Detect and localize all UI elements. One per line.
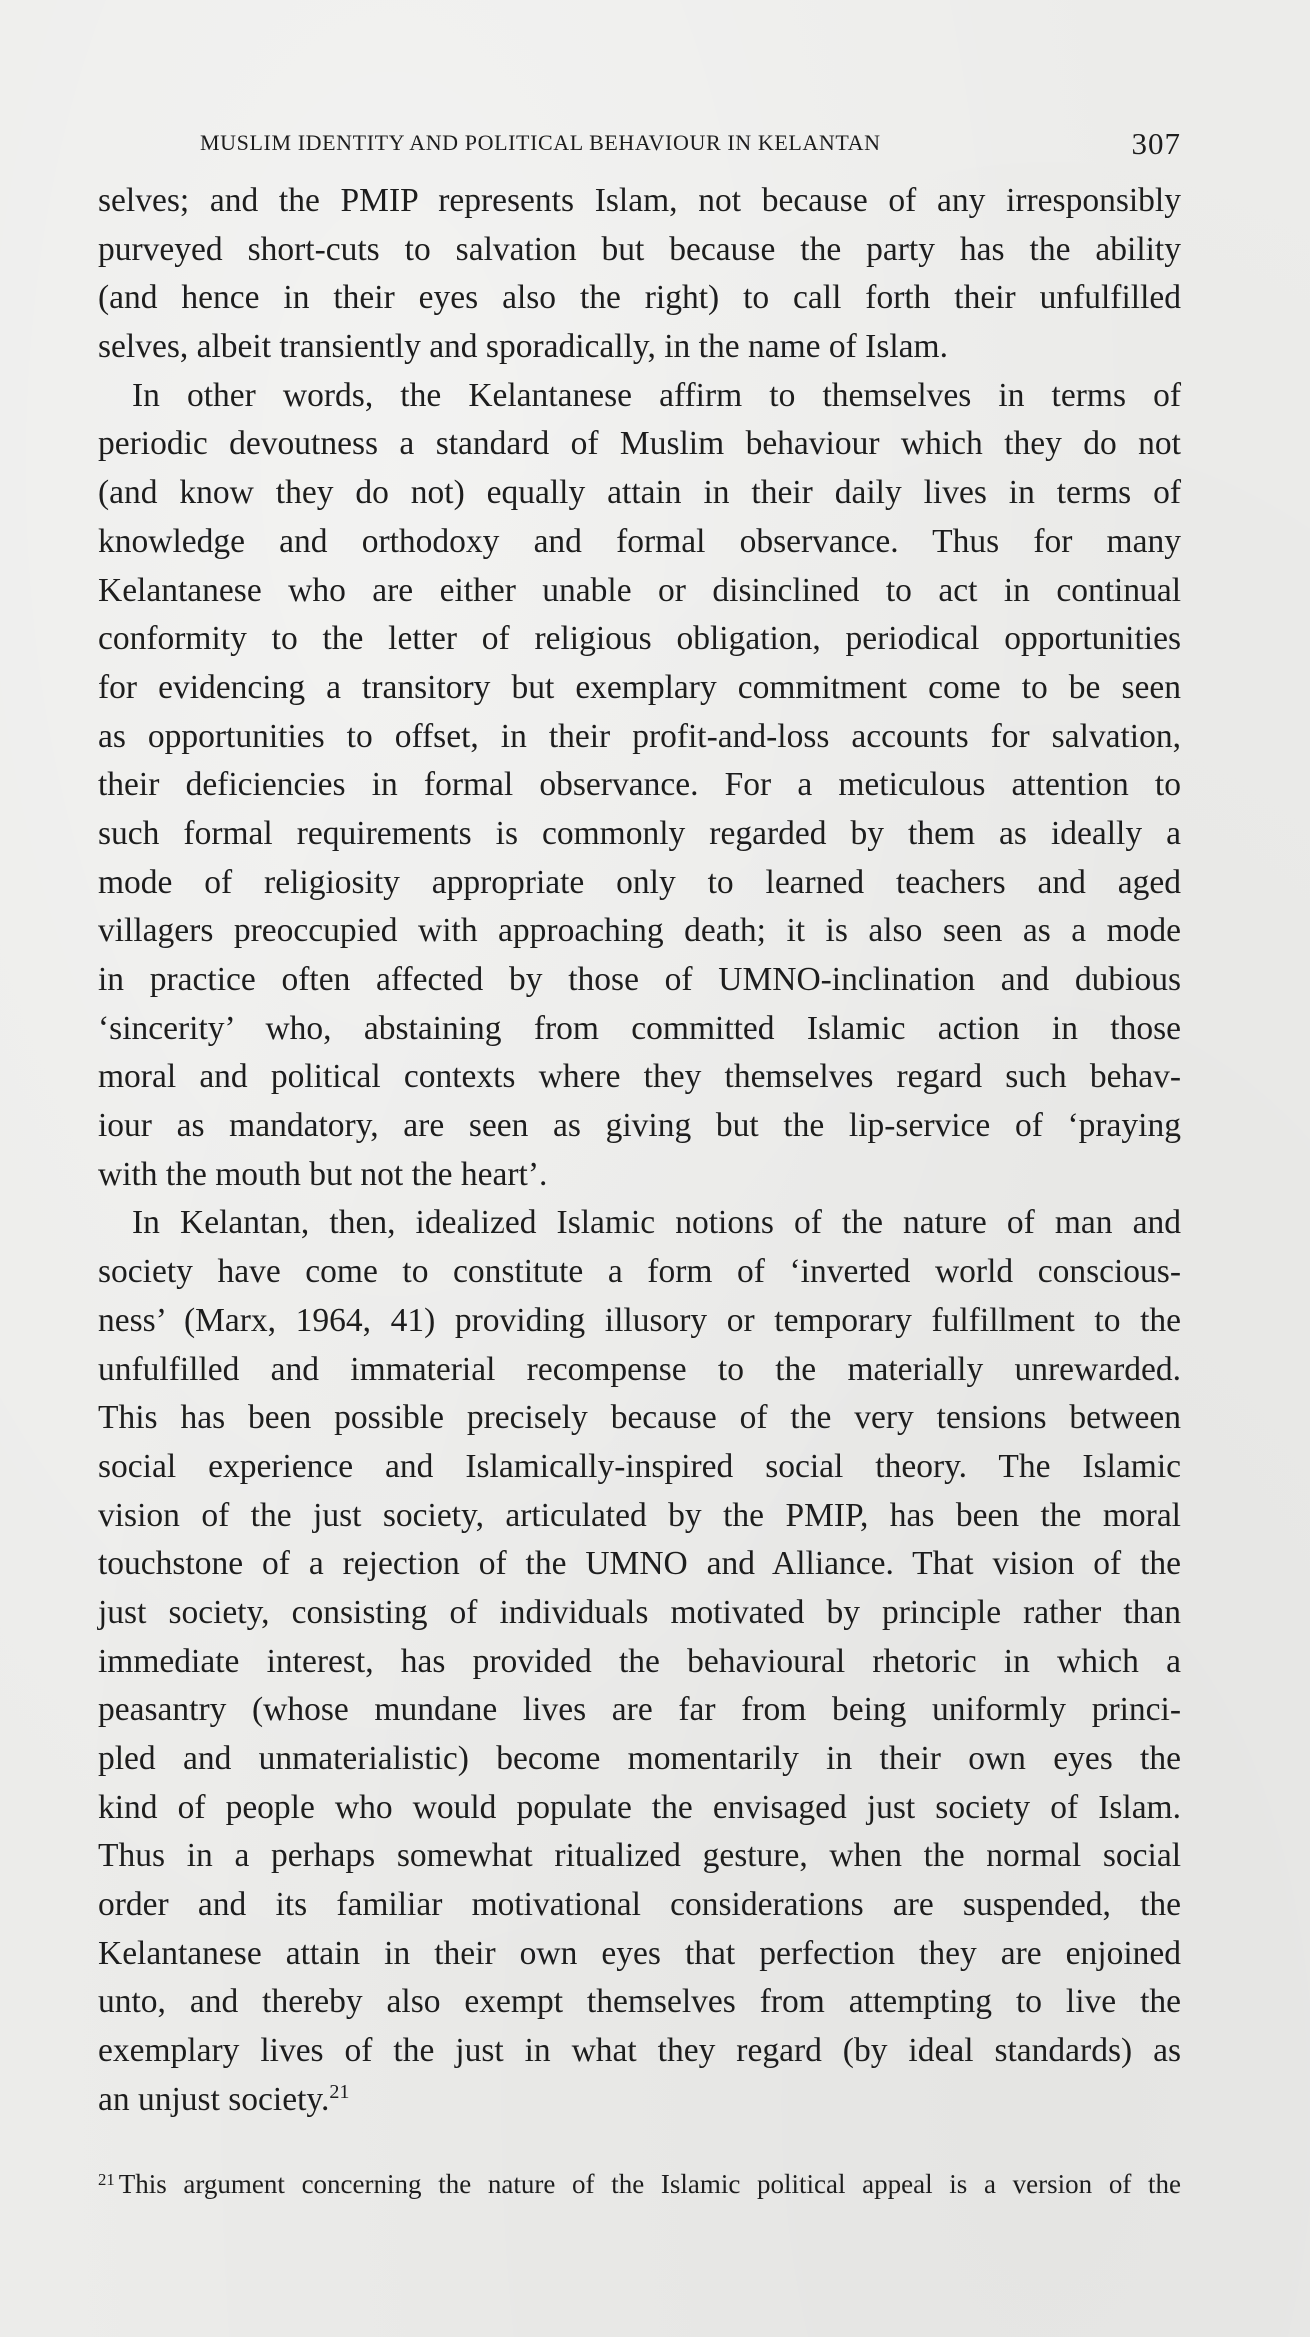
paragraph-first-line: In other words, the Kelantanese affirm to themselves in terms of [132,376,1181,414]
text-line: Kelantanese attain in their own eyes that perfection they are enjoined [98,1934,1181,1972]
text-line: touchstone of a rejection of the UMNO and Alliance. That vision of the [98,1545,1181,1583]
text-line: ‘sincerity’ who, abstaining from committed Islamic action in those [98,1009,1181,1047]
text-line: iour as mandatory, are seen as giving but the lip-service of ‘praying [98,1107,1181,1145]
text-line: peasantry (whose mundane lives are far from being uniformly princi- [98,1691,1181,1729]
text-line: as opportunities to offset, in their profit-and-loss accounts for salvation, [98,717,1181,755]
text-line: Kelantanese who are either unable or disinclined to act in continual [98,571,1181,609]
paragraph-first-line: In Kelantan, then, idealized Islamic notions of the nature of man and [132,1204,1181,1242]
text-line: selves, albeit transiently and sporadically, in the name of Islam. [98,328,948,366]
text-line: order and its familiar motivational considerations are suspended, the [98,1886,1181,1924]
footnote-text: This argument concerning the nature of the Islamic political appeal is a version of the [118,2169,1181,2199]
text-line: their deficiencies in formal observance. For a meticulous attention to [98,766,1181,804]
text-line: unfulfilled and immaterial recompense to the materially unrewarded. [98,1350,1181,1388]
text-line: kind of people who would populate the envisaged just society of Islam. [98,1788,1181,1826]
text-line: just society, consisting of individuals motivated by principle rather than [98,1593,1181,1631]
footnote-marker: 21 [98,2170,115,2190]
text-line-with-note [98,2076,1181,2125]
text-line: social experience and Islamically-inspired social theory. The Islamic [98,1447,1181,1485]
text-line: mode of religiosity appropriate only to learned teachers and aged [98,863,1181,901]
footnote-reference[interactable]: 21 [329,2080,350,2103]
text-line: for evidencing a transitory but exemplary commitment come to be seen [98,668,1181,706]
text-line: such formal requirements is commonly regarded by them as ideally a [98,814,1181,852]
text-line: exemplary lives of the just in what they regard (by ideal standards) as [98,2032,1181,2070]
text-line: (and know they do not) equally attain in their daily lives in terms of [98,474,1181,512]
text-line: moral and political contexts where they themselves regard such behav- [98,1058,1181,1096]
text-line: in practice often affected by those of UMNO-inclination and dubious [98,961,1181,998]
text-line: an unjust society. [98,2080,330,2118]
page-number: 307 [1131,126,1181,161]
running-title: MUSLIM IDENTITY AND POLITICAL BEHAVIOUR IN KELANTAN [200,130,881,155]
text-line: selves; and the PMIP represents Islam, not because of any irresponsibly [98,182,1181,219]
text-line: with the mouth but not the heart’. [98,1155,548,1193]
text-line: purveyed short-cuts to salvation but because the party has the ability [98,230,1181,268]
running-head [98,126,1181,166]
text-line: ness’ (Marx, 1964, 41) providing illusory or temporary fulfillment to the [98,1301,1181,1339]
text-line: periodic devoutness a standard of Muslim behaviour which they do not [98,425,1181,463]
text-line: vision of the just society, articulated by the PMIP, has been the moral [98,1496,1181,1534]
text-line: (and hence in their eyes also the right) to call forth their unfulfilled [98,279,1181,317]
text-line: Thus in a perhaps somewhat ritualized gesture, when the normal social [98,1837,1181,1875]
text-line: society have come to constitute a form of ‘inverted world conscious- [98,1253,1181,1291]
text-line: villagers preoccupied with approaching death; it is also seen as a mode [98,912,1181,950]
text-line: conformity to the letter of religious obligation, periodical opportunities [98,620,1181,658]
text-line: immediate interest, has provided the behavioural rhetoric in which a [98,1642,1181,1680]
text-line: unto, and thereby also exempt themselves from attempting to live the [98,1983,1181,2021]
body-text [98,177,1181,2125]
text-line: knowledge and orthodoxy and formal observance. Thus for many [98,522,1181,560]
text-line: pled and unmaterialistic) become momentarily in their own eyes the [98,1740,1181,1777]
text-line: This has been possible precisely because of the very tensions between [98,1399,1181,1437]
footnote [98,2166,1181,2202]
